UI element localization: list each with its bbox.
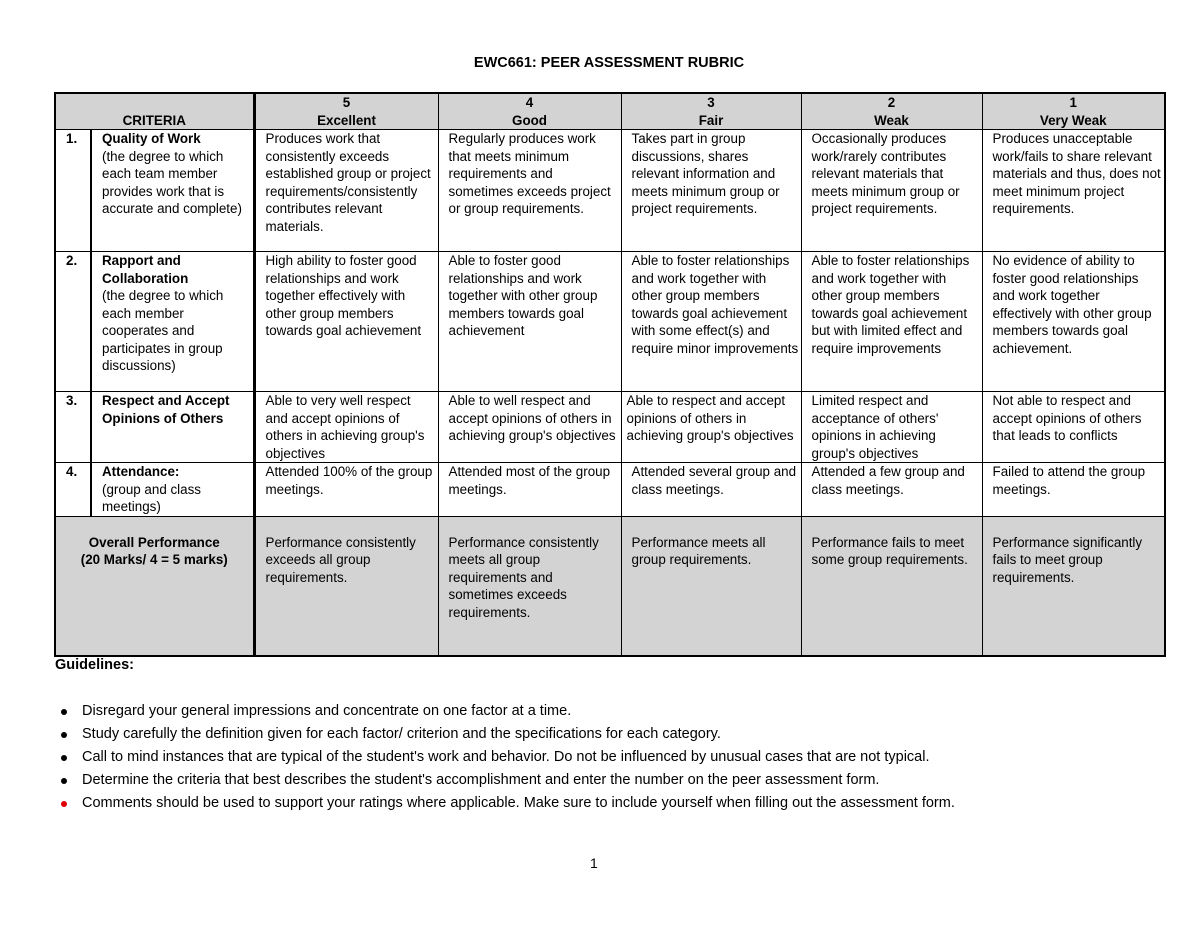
guideline-text: Study carefully the definition given for each factor/ criterion and the specifications for each category. [82, 726, 721, 742]
guideline-text: Disregard your general impressions and concentrate on one factor at a time. [82, 703, 572, 719]
criterion-cell [91, 463, 254, 517]
rubric-cell: High ability to foster good relationships and work together effectively with other group members towards goal achievement [254, 252, 438, 392]
criterion-number: 3. [55, 392, 91, 463]
rubric-cell: Occasionally produces work/rarely contributes relevant materials that meets minimum group or project requirements. [801, 130, 982, 252]
criteria-header-label: CRITERIA [122, 112, 186, 128]
list-item [55, 746, 955, 769]
bullet-icon [61, 755, 67, 761]
rubric-cell: Produces unacceptable work/fails to share relevant materials and thus, does not meet minimum project requirements. [982, 130, 1165, 252]
rubric-table [54, 92, 1166, 657]
criterion-description: (the degree to which each member cooperates and participates in group discussions) [102, 288, 224, 373]
rubric-cell: Produces work that consistently exceeds established group or project requirements/consistently contributes relevant materials. [254, 130, 438, 252]
criterion-name: Attendance: [102, 464, 180, 479]
guideline-text: Call to mind instances that are typical of the student's work and behavior. Do not be influenced by unusual cases that are not typical. [82, 749, 930, 765]
level-score: 2 [887, 95, 896, 110]
criterion-cell [91, 130, 254, 252]
rubric-cell: Able to foster relationships and work together with other group members towards goal achievement with some effect(s) and require minor improvements [621, 252, 801, 392]
level-label: Good [512, 112, 547, 128]
guideline-text: Determine the criteria that best describes the student's accomplishment and enter the number on the peer assessment form. [82, 772, 880, 788]
page-number: 1 [590, 855, 598, 871]
criterion-description: (the degree to which each team member provides work that is accurate and complete) [102, 148, 242, 216]
criterion-number: 4. [55, 463, 91, 517]
rubric-cell: Able to very well respect and accept opinions of others in achieving group's objectives [254, 392, 438, 463]
overall-label-line2: (20 Marks/ 4 = 5 marks) [80, 552, 228, 567]
level-header-1 [982, 93, 1165, 130]
guideline-text: Comments should be used to support your ratings where applicable. Make sure to include yourself when filling out the assessment form. [82, 795, 955, 811]
overall-cell: Performance fails to meet some group requirements. [801, 516, 982, 656]
bullet-icon [61, 778, 67, 784]
level-score: 5 [342, 95, 351, 110]
criterion-row-quality [55, 130, 1165, 252]
rubric-cell: Limited respect and acceptance of others' opinions in achieving group's objectives [801, 392, 982, 463]
criterion-row-rapport [55, 252, 1165, 392]
criterion-name: Respect and Accept Opinions of Others [102, 393, 230, 426]
criterion-name: Rapport and Collaboration [102, 253, 189, 286]
level-header-5 [254, 93, 438, 130]
criterion-cell [91, 252, 254, 392]
guidelines-list [55, 700, 955, 815]
criterion-row-respect [55, 392, 1165, 463]
rubric-cell: Regularly produces work that meets minimum requirements and sometimes exceeds project or group requirements. [438, 130, 621, 252]
rubric-cell: Able to respect and accept opinions of others in achieving group's objectives [621, 392, 801, 463]
level-score: 1 [1069, 95, 1077, 110]
criterion-number: 2. [55, 252, 91, 392]
overall-performance-row [55, 516, 1165, 656]
bullet-icon [61, 732, 67, 738]
rubric-cell: Able to foster relationships and work together with other group members towards goal achievement but with limited effect and require improvements [801, 252, 982, 392]
criterion-row-attendance [55, 463, 1165, 517]
criterion-name: Quality of Work [102, 131, 201, 146]
rubric-cell: Failed to attend the group meetings. [982, 463, 1165, 517]
overall-cell: Performance significantly fails to meet group requirements. [982, 516, 1165, 656]
rubric-cell: Able to well respect and accept opinions of others in achieving group's objectives [438, 392, 621, 463]
criteria-header [55, 93, 254, 130]
level-score: 3 [707, 95, 715, 110]
header-row [55, 93, 1165, 130]
list-item [55, 700, 955, 723]
level-header-4 [438, 93, 621, 130]
rubric-cell: Takes part in group discussions, shares relevant information and meets minimum group or project requirements. [621, 130, 801, 252]
level-header-2 [801, 93, 982, 130]
rubric-cell: Attended most of the group meetings. [438, 463, 621, 517]
criterion-number: 1. [55, 130, 91, 252]
rubric-cell: Not able to respect and accept opinions of others that leads to conflicts [982, 392, 1165, 463]
criterion-cell [91, 392, 254, 463]
level-header-3 [621, 93, 801, 130]
overall-label-line1: Overall Performance [88, 534, 220, 550]
overall-cell: Performance consistently meets all group requirements and sometimes exceeds requirements. [438, 516, 621, 656]
level-label: Excellent [317, 112, 376, 128]
overall-cell: Performance consistently exceeds all group requirements. [254, 516, 438, 656]
page-title: EWC661: PEER ASSESSMENT RUBRIC [473, 55, 745, 71]
bullet-icon [61, 801, 67, 807]
overall-performance-label [55, 516, 254, 656]
rubric-cell: No evidence of ability to foster good relationships and work together effectively with other group members towards goal achievement. [982, 252, 1165, 392]
bullet-icon [61, 709, 67, 715]
rubric-cell: Attended several group and class meetings. [621, 463, 801, 517]
level-label: Very Weak [1039, 112, 1107, 128]
level-label: Weak [874, 112, 909, 128]
list-item [55, 723, 955, 746]
rubric-cell: Attended 100% of the group meetings. [254, 463, 438, 517]
overall-cell: Performance meets all group requirements. [621, 516, 801, 656]
list-item [55, 792, 955, 815]
rubric-cell: Attended a few group and class meetings. [801, 463, 982, 517]
list-item [55, 769, 955, 792]
level-label: Fair [698, 112, 724, 128]
guidelines-heading: Guidelines: [55, 657, 134, 673]
level-score: 4 [525, 95, 534, 110]
criterion-description: (group and class meetings) [102, 481, 201, 514]
rubric-cell: Able to foster good relationships and work together with other group members towards goal achievement [438, 252, 621, 392]
